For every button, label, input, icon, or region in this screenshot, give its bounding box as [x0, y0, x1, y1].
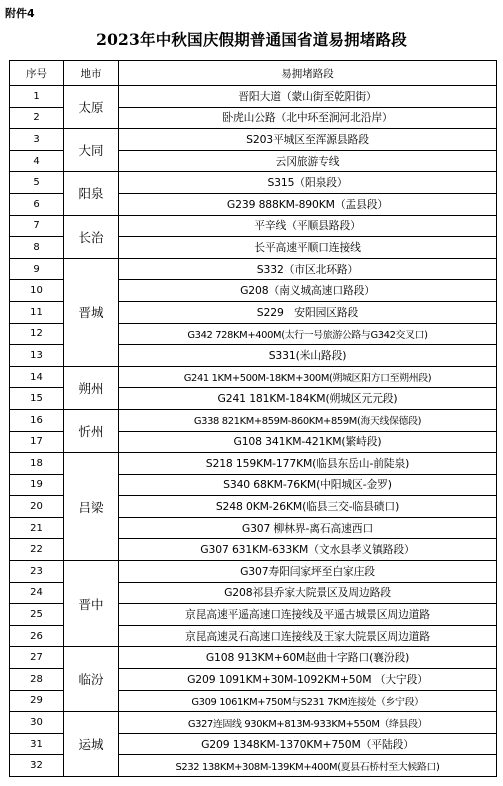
- table-row: [10, 409, 497, 431]
- road-section: G241 1KM+500M-18KM+300M(朔城区阳方口至朔州段): [119, 366, 497, 388]
- city-cell: 临汾: [64, 647, 119, 712]
- row-number: 13: [10, 345, 64, 367]
- row-number: 23: [10, 561, 64, 583]
- row-number: 31: [10, 733, 64, 755]
- header-no: 序号: [10, 61, 64, 86]
- table-row: [10, 215, 497, 237]
- city-cell: 朔州: [64, 366, 119, 409]
- road-section: S332（市区北环路）: [119, 258, 497, 280]
- row-number: 5: [10, 172, 64, 194]
- table-row: [10, 366, 497, 388]
- table-row: [10, 172, 497, 194]
- row-number: 28: [10, 669, 64, 691]
- row-number: 16: [10, 409, 64, 431]
- road-section: G108 913KM+60M赵曲十字路口(襄汾段): [119, 647, 497, 669]
- attachment-label: 附件4: [5, 7, 35, 20]
- road-section: G209 1348KM-1370KM+750M（平陆段）: [119, 733, 497, 755]
- row-number: 24: [10, 582, 64, 604]
- city-cell: 长治: [64, 215, 119, 258]
- road-section: S315（阳泉段）: [119, 172, 497, 194]
- header-city: 地市: [64, 61, 119, 86]
- road-section: G327连固线 930KM+813M-933KM+550M（绛县段）: [119, 712, 497, 734]
- row-number: 7: [10, 215, 64, 237]
- row-number: 17: [10, 431, 64, 453]
- row-number: 12: [10, 323, 64, 345]
- road-section: G108 341KM-421KM(繁峙段): [119, 431, 497, 453]
- header-section: 易拥堵路段: [119, 61, 497, 86]
- row-number: 25: [10, 604, 64, 626]
- road-section: S218 159KM-177KM(临县东岳山-前陡泉): [119, 453, 497, 475]
- road-section: G307 柳林界-离石高速西口: [119, 517, 497, 539]
- road-section: 卧虎山公路（北中环至涧河北沿岸）: [119, 107, 497, 129]
- city-cell: 太原: [64, 86, 119, 129]
- road-section: S229 安阳园区路段: [119, 301, 497, 323]
- road-section: G342 728KM+400M(太行一号旅游公路与G342交叉口): [119, 323, 497, 345]
- row-number: 11: [10, 301, 64, 323]
- row-number: 1: [10, 86, 64, 108]
- road-section: G209 1091KM+30M-1092KM+50M （大宁段）: [119, 669, 497, 691]
- road-section: 晋阳大道（蒙山街至乾阳街）: [119, 86, 497, 108]
- row-number: 9: [10, 258, 64, 280]
- city-cell: 大同: [64, 129, 119, 172]
- road-section: 平辛线（平顺县路段）: [119, 215, 497, 237]
- road-section: G338 821KM+859M-860KM+859M(海天线保德段): [119, 409, 497, 431]
- row-number: 19: [10, 474, 64, 496]
- road-section: S203平城区至浑源县路段: [119, 129, 497, 151]
- table-header-row: [10, 61, 497, 86]
- table-row: [10, 258, 497, 280]
- road-section: 京昆高速平遥高速口连接线及平遥古城景区周边道路: [119, 604, 497, 626]
- road-section: S331(米山路段): [119, 345, 497, 367]
- table-row: [10, 453, 497, 475]
- row-number: 14: [10, 366, 64, 388]
- table-row: [10, 561, 497, 583]
- table-row: [10, 712, 497, 734]
- road-section: G208（南义城高速口路段）: [119, 280, 497, 302]
- road-section: G309 1061KM+750M与S231 7KM连接处（乡宁段）: [119, 690, 497, 712]
- city-cell: 晋中: [64, 561, 119, 647]
- road-section: G241 181KM-184KM(朔城区元元段): [119, 388, 497, 410]
- row-number: 2: [10, 107, 64, 129]
- document-title: 2023年中秋国庆假期普通国省道易拥堵路段: [96, 30, 407, 49]
- road-section: G208祁县乔家大院景区及周边路段: [119, 582, 497, 604]
- row-number: 6: [10, 193, 64, 215]
- table-row: [10, 647, 497, 669]
- road-section: 京昆高速灵石高速口连接线及王家大院景区周边道路: [119, 625, 497, 647]
- row-number: 4: [10, 150, 64, 172]
- road-section: S232 138KM+308M-139KM+400M(夏县石桥村至大候路口): [119, 755, 497, 777]
- road-section: G307寿阳闫家坪至白家庄段: [119, 561, 497, 583]
- road-section: S248 0KM-26KM(临县三交-临县碛口): [119, 496, 497, 518]
- road-section: G239 888KM-890KM（盂县段）: [119, 193, 497, 215]
- city-cell: 晋城: [64, 258, 119, 366]
- city-cell: 运城: [64, 712, 119, 777]
- road-section: 长平高速平顺口连接线: [119, 237, 497, 259]
- row-number: 29: [10, 690, 64, 712]
- row-number: 20: [10, 496, 64, 518]
- city-cell: 吕梁: [64, 453, 119, 561]
- row-number: 21: [10, 517, 64, 539]
- row-number: 15: [10, 388, 64, 410]
- row-number: 22: [10, 539, 64, 561]
- table-row: [10, 129, 497, 151]
- city-cell: 阳泉: [64, 172, 119, 215]
- row-number: 18: [10, 453, 64, 475]
- road-section: G307 631KM-633KM（文水县孝义镇路段）: [119, 539, 497, 561]
- row-number: 30: [10, 712, 64, 734]
- row-number: 10: [10, 280, 64, 302]
- city-cell: 忻州: [64, 409, 119, 452]
- road-section: S340 68KM-76KM(中阳城区-金罗): [119, 474, 497, 496]
- row-number: 8: [10, 237, 64, 259]
- row-number: 26: [10, 625, 64, 647]
- congestion-road-table: [9, 60, 497, 777]
- row-number: 32: [10, 755, 64, 777]
- row-number: 3: [10, 129, 64, 151]
- road-section: 云冈旅游专线: [119, 150, 497, 172]
- table-row: [10, 86, 497, 108]
- row-number: 27: [10, 647, 64, 669]
